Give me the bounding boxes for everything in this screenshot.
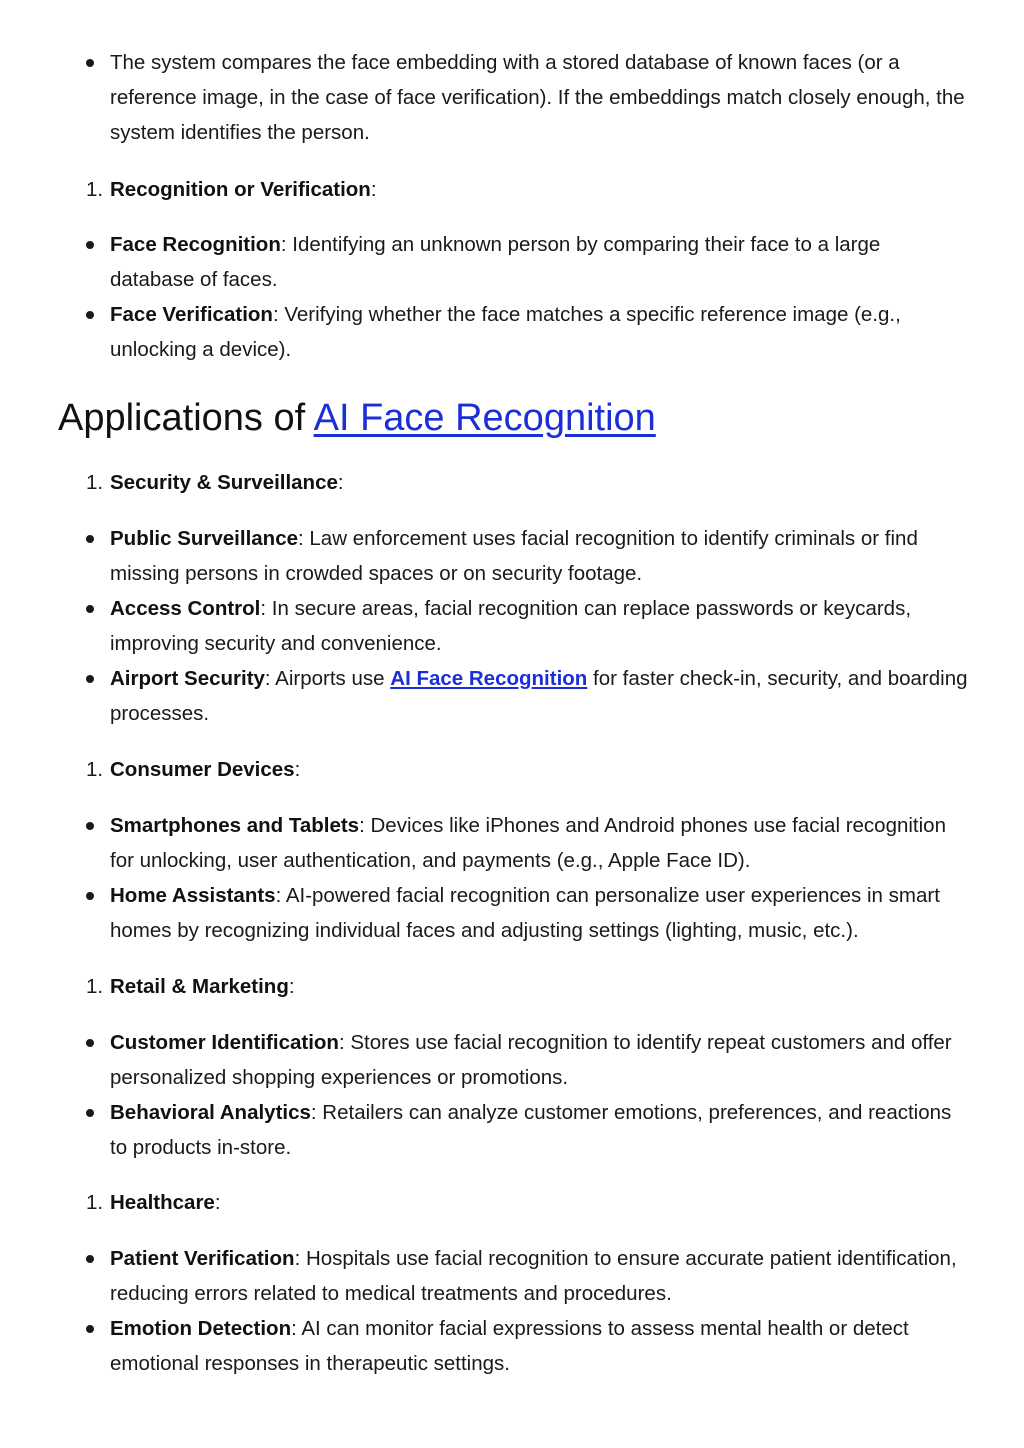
- section-security-surveillance: [0, 465, 1024, 500]
- item-description: : Verifying whether the face matches a specific reference image (e.g., unlocking a device).: [110, 303, 901, 361]
- section-consumer-devices: [0, 752, 1024, 787]
- section-recognition-or-verification: [0, 172, 1024, 207]
- security-list: [0, 521, 1024, 731]
- item-description: : AI can monitor facial expressions to assess mental health or detect emotional responses in therapeutic settings.: [110, 1317, 909, 1375]
- list-number: 1.: [86, 975, 104, 998]
- recognition-list: [0, 227, 1024, 367]
- item-description: : Retailers can analyze customer emotions, preferences, and reactions to products in-store.: [110, 1101, 952, 1159]
- item-description: : Identifying an unknown person by comparing their face to a large database of faces.: [110, 233, 881, 291]
- heading-prefix: Applications of: [58, 397, 314, 439]
- item-description: : Airports use: [264, 667, 391, 690]
- colon: :: [370, 178, 377, 201]
- colon: :: [214, 1191, 221, 1214]
- heading-link[interactable]: AI Face Recognition: [313, 397, 656, 439]
- section-title: Retail & Marketing: [110, 975, 289, 998]
- section-retail-marketing: [0, 969, 1024, 1004]
- colon: :: [337, 471, 344, 494]
- list-item: [0, 1241, 1024, 1311]
- item-term: Public Surveillance: [110, 527, 298, 550]
- list-item: [0, 591, 1024, 661]
- ai-face-recognition-link[interactable]: AI Face Recognition: [390, 667, 588, 690]
- bullet-text: The system compares the face embedding with a stored database of known faces (or a reference image, in the case of face verification). If the embeddings match closely enough, the system identifies the person.: [110, 51, 965, 144]
- list-item: [0, 227, 1024, 297]
- item-description: : Law enforcement uses facial recognition to identify criminals or find missing persons in crowded spaces or on security footage.: [110, 527, 918, 585]
- list-item: [0, 1095, 1024, 1165]
- section-title: Recognition or Verification: [110, 178, 371, 201]
- section-healthcare: [0, 1185, 1024, 1220]
- item-term: Face Verification: [110, 303, 273, 326]
- item-term: Behavioral Analytics: [110, 1101, 311, 1124]
- applications-heading-wrap: [0, 394, 1024, 442]
- list-item: [0, 808, 1024, 878]
- list-number: 1.: [86, 471, 104, 494]
- list-number: 1.: [86, 758, 104, 781]
- list-item: [0, 521, 1024, 591]
- list-item: [0, 45, 1024, 150]
- section-title: Healthcare: [110, 1191, 215, 1214]
- item-term: Smartphones and Tablets: [110, 814, 360, 837]
- item-term: Emotion Detection: [110, 1317, 292, 1340]
- list-item: [0, 297, 1024, 367]
- list-item: [0, 661, 1024, 731]
- intro-list: [0, 45, 1024, 150]
- retail-list: [0, 1025, 1024, 1165]
- item-term: Customer Identification: [110, 1031, 339, 1054]
- item-description: : In secure areas, facial recognition can replace passwords or keycards, improving security and convenience.: [110, 597, 912, 655]
- item-description: : Stores use facial recognition to identify repeat customers and offer personalized shopping experiences or promotions.: [110, 1031, 952, 1089]
- list-item: [0, 1025, 1024, 1095]
- item-term: Access Control: [110, 597, 261, 620]
- item-term: Airport Security: [110, 667, 265, 690]
- list-number: 1.: [86, 178, 104, 201]
- item-term: Face Recognition: [110, 233, 281, 256]
- item-description: for faster check-in, security, and boarding processes.: [110, 667, 968, 725]
- list-number: 1.: [86, 1191, 104, 1214]
- colon: :: [288, 975, 295, 998]
- item-term: Home Assistants: [110, 884, 276, 907]
- section-title: Consumer Devices: [110, 758, 295, 781]
- consumer-list: [0, 808, 1024, 948]
- list-item: [0, 878, 1024, 948]
- section-title: Security & Surveillance: [110, 471, 338, 494]
- list-item: [0, 1311, 1024, 1381]
- item-description: : Hospitals use facial recognition to ensure accurate patient identification, reducing errors related to medical treatments and procedures.: [110, 1247, 957, 1305]
- healthcare-list: [0, 1241, 1024, 1381]
- item-term: Patient Verification: [110, 1247, 295, 1270]
- colon: :: [294, 758, 301, 781]
- item-description: : AI-powered facial recognition can personalize user experiences in smart homes by recognizing individual faces and adjusting settings (lighting, music, etc.).: [110, 884, 940, 942]
- item-description: : Devices like iPhones and Android phones use facial recognition for unlocking, user authentication, and payments (e.g., Apple Face ID).: [110, 814, 946, 872]
- page-heading: [0, 394, 1024, 442]
